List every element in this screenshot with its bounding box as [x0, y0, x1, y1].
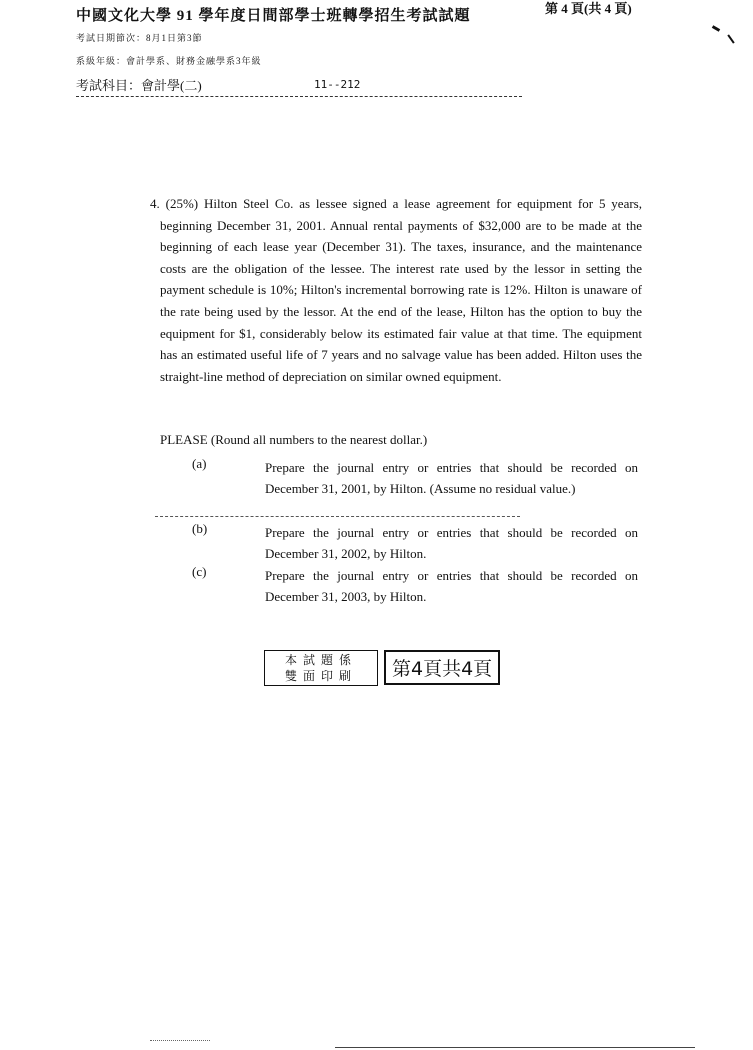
- exam-time: 考試日期節次：8月1日第3節: [76, 33, 203, 43]
- exam-title: 中國文化大學 91 學年度日間部學士班轉學招生考試試題: [76, 8, 471, 24]
- question-body: [150, 193, 642, 387]
- exam-code: 11--212: [314, 78, 361, 91]
- item-a-text: Prepare the journal entry or entries that should be recorded on December 31, 2001, by Hilton. (Assume no residual value.): [265, 460, 638, 496]
- item-a-label: (a): [192, 456, 207, 471]
- page-mark: 第 4 頁(共 4 頁): [545, 1, 632, 16]
- stamp-line-2: 雙面印刷: [284, 669, 357, 683]
- header-divider: [76, 96, 522, 97]
- scan-mark: [727, 34, 734, 43]
- item-b-label: (b): [192, 521, 208, 536]
- item-c-label: (c): [192, 564, 207, 579]
- question-text: 4. (25%) Hilton Steel Co. as lessee signed a lease agreement for equipment for 5 years, beginning December 31, 2001. Annual rental payments of $32,000 are to be made at the beginning of each lease year (December 31). The taxes, insurance, and the maintenance costs are the obligation of the lessee. The interest rate used by the lessor in setting the payment schedule is 10%; Hilton's incremental borrowing rate is 12%. Hilton is unaware of the rate being used by the lessor. At the end of the lease, Hilton has the option to buy the equipment for $1, considerably below its estimated fair value at that time. The equipment has an estimated useful life of 7 years and no salvage value has been added. Hilton uses the straight-line method of depreciation on similar owned equipment.: [150, 196, 642, 384]
- item-b-text: Prepare the journal entry or entries that should be recorded on December 31, 2002, by Hilton.: [265, 525, 638, 561]
- scan-edge: [335, 1047, 695, 1048]
- scan-dash: [155, 516, 520, 517]
- department: 系級年級：會計學系、財務金融學系3年級: [76, 56, 262, 66]
- item-c-text: Prepare the journal entry or entries that should be recorded on December 31, 2003, by Hilton.: [265, 568, 638, 604]
- scan-mark: [712, 25, 720, 32]
- print-notice-stamp: [264, 650, 378, 686]
- page-count-box: 第4頁共4頁: [384, 650, 500, 685]
- stamp-line-1: 本試題係: [284, 653, 357, 667]
- scan-edge: [150, 1040, 210, 1041]
- instruction: PLEASE (Round all numbers to the nearest dollar.): [160, 432, 428, 447]
- exam-subject: 考試科目：會計學(二): [76, 78, 202, 93]
